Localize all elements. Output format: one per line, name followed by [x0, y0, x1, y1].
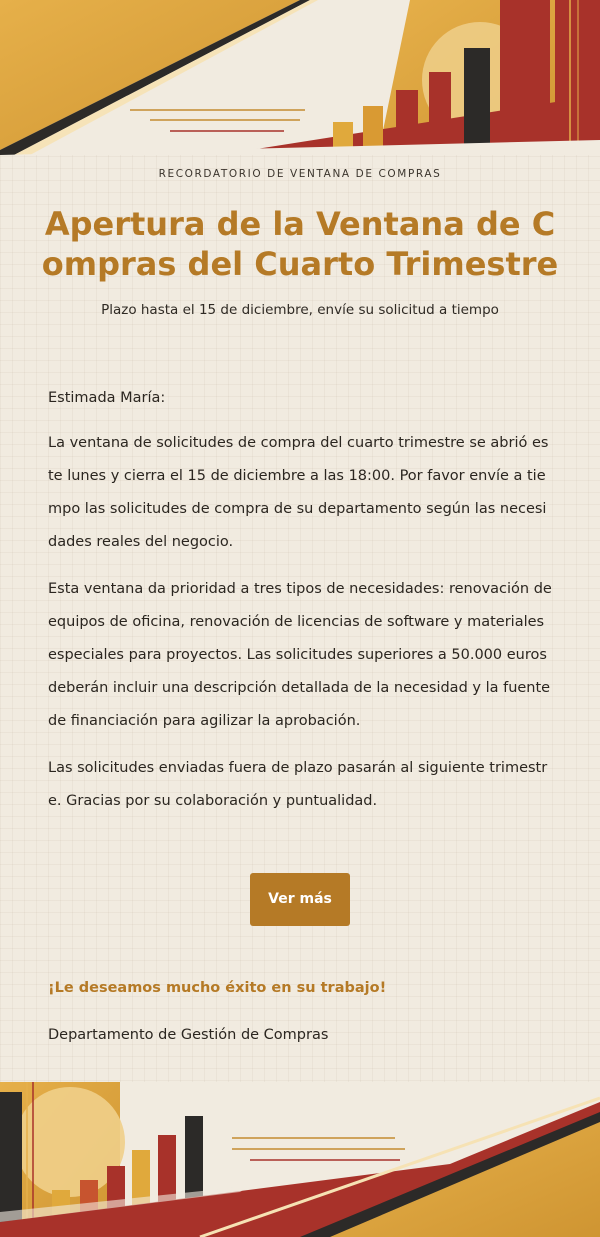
deadline-subtitle: Plazo hasta el 15 de diciembre, envíe su solicitud a tiempo: [101, 302, 499, 318]
page-title: Apertura de la Ventana de Compras del Cuarto Trimestre: [41, 205, 559, 283]
body-paragraph: Las solicitudes enviadas fuera de plazo pasarán al siguiente trimestre. Gracias por su colaboración y puntualidad.: [48, 760, 548, 809]
cta-container: [0, 873, 600, 926]
greeting: Estimada María:: [48, 390, 166, 406]
bar-chart-illustration-top: [0, 0, 600, 155]
footer-banner-illustration: [0, 1082, 600, 1237]
closing-wish: ¡Le deseamos mucho éxito en su trabajo!: [48, 980, 387, 996]
see-more-button[interactable]: Ver más: [250, 873, 350, 926]
body-paragraph: Esta ventana da prioridad a tres tipos de necesidades: renovación de equipos de oficina, renovación de licencias de software y materiales especiales para proyectos. Las solicitudes superiores a 50.000 euros deberán incluir una descripción detallada de la necesidad y la fuente de financiación para agilizar la aprobación.: [48, 581, 552, 729]
email-body: [48, 382, 554, 832]
bar-chart-illustration-bottom: [0, 1082, 600, 1237]
signature: Departamento de Gestión de Compras: [48, 1027, 329, 1043]
body-paragraph: La ventana de solicitudes de compra del cuarto trimestre se abrió este lunes y cierra el 15 de diciembre a las 18:00. Por favor envíe a tiempo las solicitudes de compra de su departamento según las necesidades reales del negocio.: [48, 435, 549, 550]
eyebrow-label: RECORDATORIO DE VENTANA DE COMPRAS: [158, 168, 442, 180]
header-banner-illustration: [0, 0, 600, 155]
